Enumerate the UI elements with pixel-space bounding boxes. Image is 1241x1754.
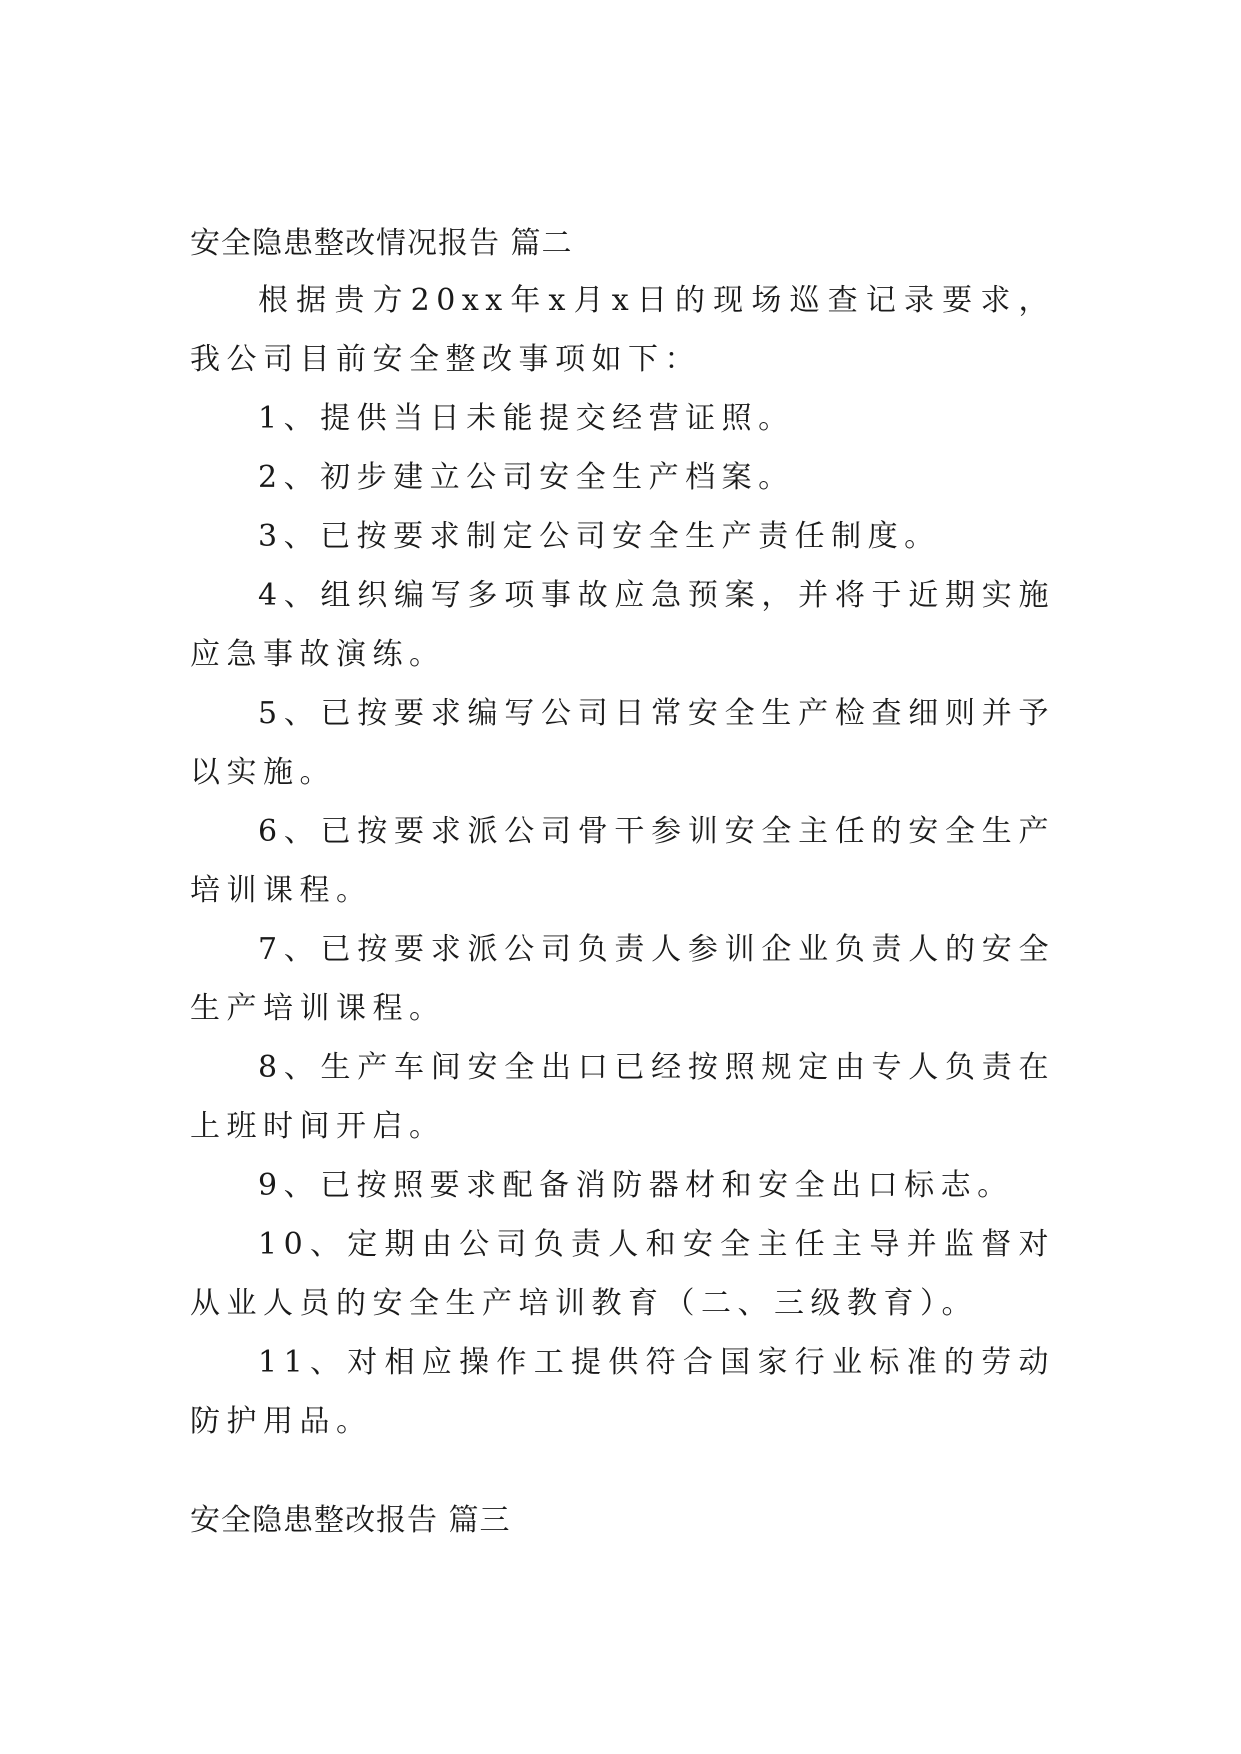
paragraph-intro: 根据贵方20xx年x月x日的现场巡查记录要求，我公司目前安全整改事项如下：	[190, 283, 1055, 377]
paragraph-item-7: 7、已按要求派公司负责人参训企业负责人的安全生产培训课程。	[190, 932, 1055, 1026]
paragraph-item-5: 5、已按要求编写公司日常安全生产检查细则并予以实施。	[190, 696, 1055, 790]
paragraph-item-8: 8、生产车间安全出口已经按照规定由专人负责在上班时间开启。	[190, 1050, 1055, 1144]
paragraph-item-3: 3、已按要求制定公司安全生产责任制度。	[258, 519, 941, 554]
paragraph-item-11: 11、对相应操作工提供符合国家行业标准的劳动防护用品。	[190, 1345, 1055, 1439]
paragraph-item-1: 1、提供当日未能提交经营证照。	[258, 401, 795, 436]
section3-title: 安全隐患整改报告 篇三	[190, 1503, 511, 1538]
paragraph-item-4: 4、组织编写多项事故应急预案，并将于近期实施应急事故演练。	[190, 578, 1055, 672]
paragraph-item-9: 9、已按照要求配备消防器材和安全出口标志。	[258, 1168, 1014, 1203]
section2-title: 安全隐患整改情况报告 篇二	[190, 226, 573, 261]
paragraph-item-10: 10、定期由公司负责人和安全主任主导并监督对从业人员的安全生产培训教育（二、三级教育）。	[190, 1227, 1055, 1321]
paragraph-item-6: 6、已按要求派公司骨干参训安全主任的安全生产培训课程。	[190, 814, 1055, 908]
paragraph-item-2: 2、初步建立公司安全生产档案。	[258, 460, 795, 495]
